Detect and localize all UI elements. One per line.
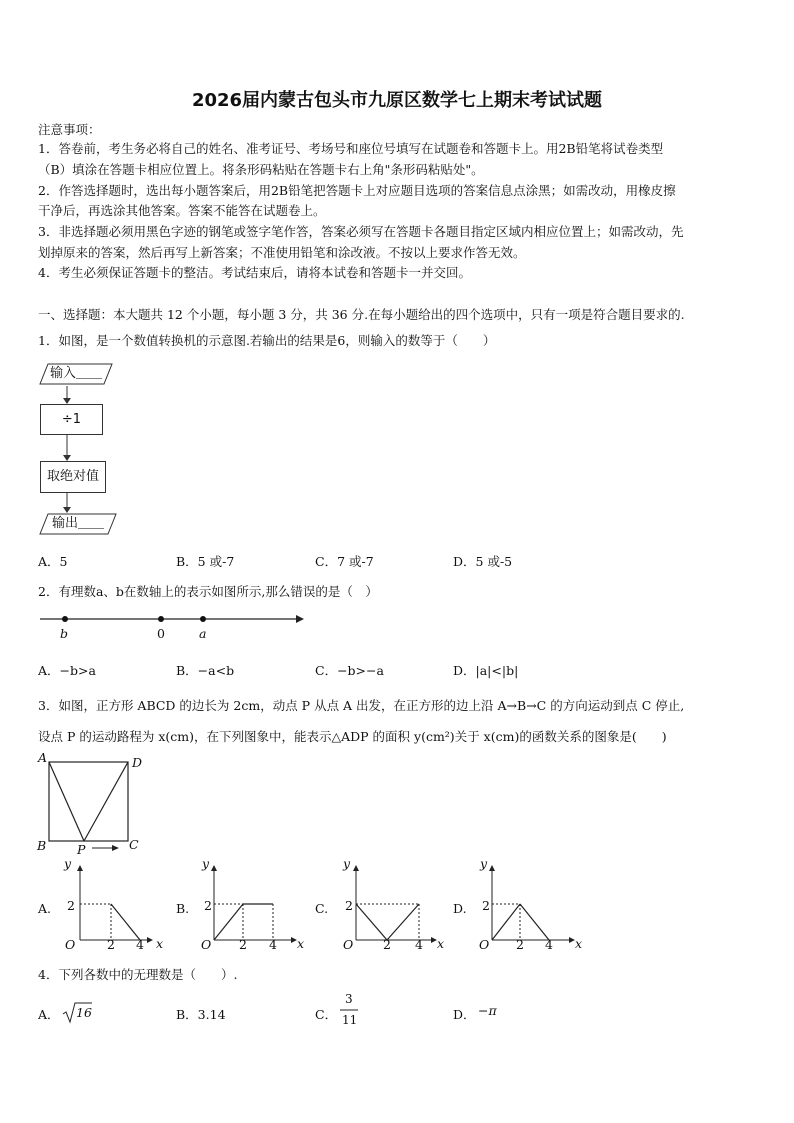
square-label-b: B — [37, 838, 47, 853]
page-title: 2026届内蒙古包头市九原区数学七上期末考试试题 — [191, 90, 603, 111]
axis-label-a: a — [199, 626, 207, 641]
square-label-c: C — [129, 837, 139, 852]
square-label-d: D — [132, 755, 143, 770]
graph-d-o: O — [479, 937, 490, 952]
graph-a-y: y — [64, 856, 72, 871]
graph-d-y: y — [480, 856, 488, 871]
graph-b-x: x — [297, 936, 305, 951]
graph-c-y2: 2 — [345, 898, 353, 913]
notice-heading: 注意事项： — [38, 122, 101, 137]
notice-line: 划掉原来的答案，然后再写上新答案；不准使用铅笔和涂改液。不按以上要求作答无效。 — [38, 245, 526, 260]
graph-a-x4: 4 — [136, 937, 144, 952]
q4-option-d-value: −π — [478, 1003, 497, 1018]
square-label-p: P — [77, 842, 86, 857]
graph-b-option: B. — [176, 901, 190, 916]
q4-option-a-label: A． — [38, 1007, 60, 1022]
graph-c — [353, 865, 437, 943]
graph-c-y: y — [343, 856, 351, 871]
notice-line: 2．作答选择题时，选出每小题答案后，用2B铅笔把答题卡上对应题目选项的答案信息点涂黑；如需改动，用橡皮擦 — [38, 183, 676, 198]
q4-option-a-radicand: 16 — [76, 1005, 92, 1020]
square-label-a: A — [38, 750, 48, 765]
notice-line: 4．考生必须保证答题卡的整洁。考试结束后，请将本试卷和答题卡一并交回。 — [38, 265, 471, 280]
graph-b-x2: 2 — [239, 937, 247, 952]
notice-line: 干净后，再选涂其他答案。答案不能答在试题卷上。 — [38, 203, 326, 218]
q1-option-d: D．5 或-5 — [453, 554, 513, 569]
section-heading: 一、选择题：本大题共 12 个小题，每小题 3 分，共 36 分.在每小题给出的四个选项中，只有一项是符合题目要求的. — [38, 307, 685, 322]
question-4-stem: 4．下列各数中的无理数是（ ）. — [38, 967, 238, 982]
flow-input: 输入＿＿ — [50, 366, 103, 381]
graph-d-option: D. — [453, 901, 467, 916]
notice-line: 1．答卷前，考生务必将自己的姓名、准考证号、考场号和座位号填写在试题卷和答题卡上。用2B铅笔将试卷类型 — [38, 141, 664, 156]
axis-label-b: b — [60, 626, 69, 641]
graph-b — [211, 865, 297, 943]
flow-abs-box: 取绝对值 — [40, 461, 106, 493]
graph-c-o: O — [343, 937, 354, 952]
q2-option-b: B．−a<b — [176, 663, 235, 678]
graph-b-y2: 2 — [204, 898, 212, 913]
q4-option-d-label: D． — [453, 1007, 476, 1022]
q4-option-b: B．3.14 — [176, 1007, 226, 1022]
axis-label-zero: 0 — [157, 626, 165, 641]
graph-b-y: y — [202, 856, 210, 871]
graph-a-y2: 2 — [67, 898, 75, 913]
q1-option-c: C．7 或-7 — [315, 554, 374, 569]
question-2-stem: 2．有理数a、b在数轴上的表示如图所示,那么错误的是（ ） — [38, 584, 378, 599]
question-3-stem-line2: 设点 P 的运动路程为 x(cm)，在下列图象中，能表示△ADP 的面积 y(cm²)关于 x(cm)的函数关系的图象是( ) — [38, 729, 667, 744]
graph-d-y2: 2 — [482, 898, 490, 913]
notice-line: （B）填涂在答题卡相应位置上。将条形码粘贴在答题卡右上角"条形码粘贴处"。 — [38, 162, 484, 177]
q1-option-a: A．5 — [38, 554, 68, 569]
question-1-stem: 1．如图，是一个数值转换机的示意图.若输出的结果是6，则输入的数等于（ ） — [38, 333, 496, 348]
graph-b-x4: 4 — [269, 937, 277, 952]
q1-option-b: B．5 或-7 — [176, 554, 235, 569]
graph-a-o: O — [65, 937, 76, 952]
graph-d — [489, 865, 575, 943]
graph-a-x: x — [156, 936, 164, 951]
fraction-bar — [340, 1009, 360, 1012]
flow-output: 输出＿＿ — [52, 516, 105, 531]
q4-option-c-denominator: 11 — [342, 1013, 358, 1027]
q4-option-c-label: C． — [315, 1007, 338, 1022]
graph-c-x2: 2 — [383, 937, 391, 952]
graph-c-option: C. — [315, 901, 329, 916]
graph-d-x4: 4 — [545, 937, 553, 952]
q4-option-c-numerator: 3 — [345, 992, 353, 1006]
graph-a-x2: 2 — [107, 937, 115, 952]
notice-line: 3．非选择题必须用黑色字迹的钢笔或签字笔作答，答案必须写在答题卡各题目指定区域内相应位置上；如需改动，先 — [38, 224, 684, 239]
graph-c-x: x — [437, 936, 445, 951]
q2-option-a: A．−b>a — [38, 663, 96, 678]
graph-d-x: x — [575, 936, 583, 951]
q2-option-c: C．−b>−a — [315, 663, 384, 678]
graph-a — [77, 865, 153, 943]
question-3-stem-line1: 3．如图，正方形 ABCD 的边长为 2cm，动点 P 从点 A 出发，在正方形的边上沿 A→B→C 的方向运动到点 C 停止, — [38, 698, 685, 713]
graph-b-o: O — [201, 937, 212, 952]
graph-d-x2: 2 — [516, 937, 524, 952]
flow-divide-box: ÷1 — [40, 404, 103, 435]
graph-a-option: A. — [38, 901, 52, 916]
graph-c-x4: 4 — [415, 937, 423, 952]
q2-option-d: D．|a|<|b| — [453, 663, 519, 678]
